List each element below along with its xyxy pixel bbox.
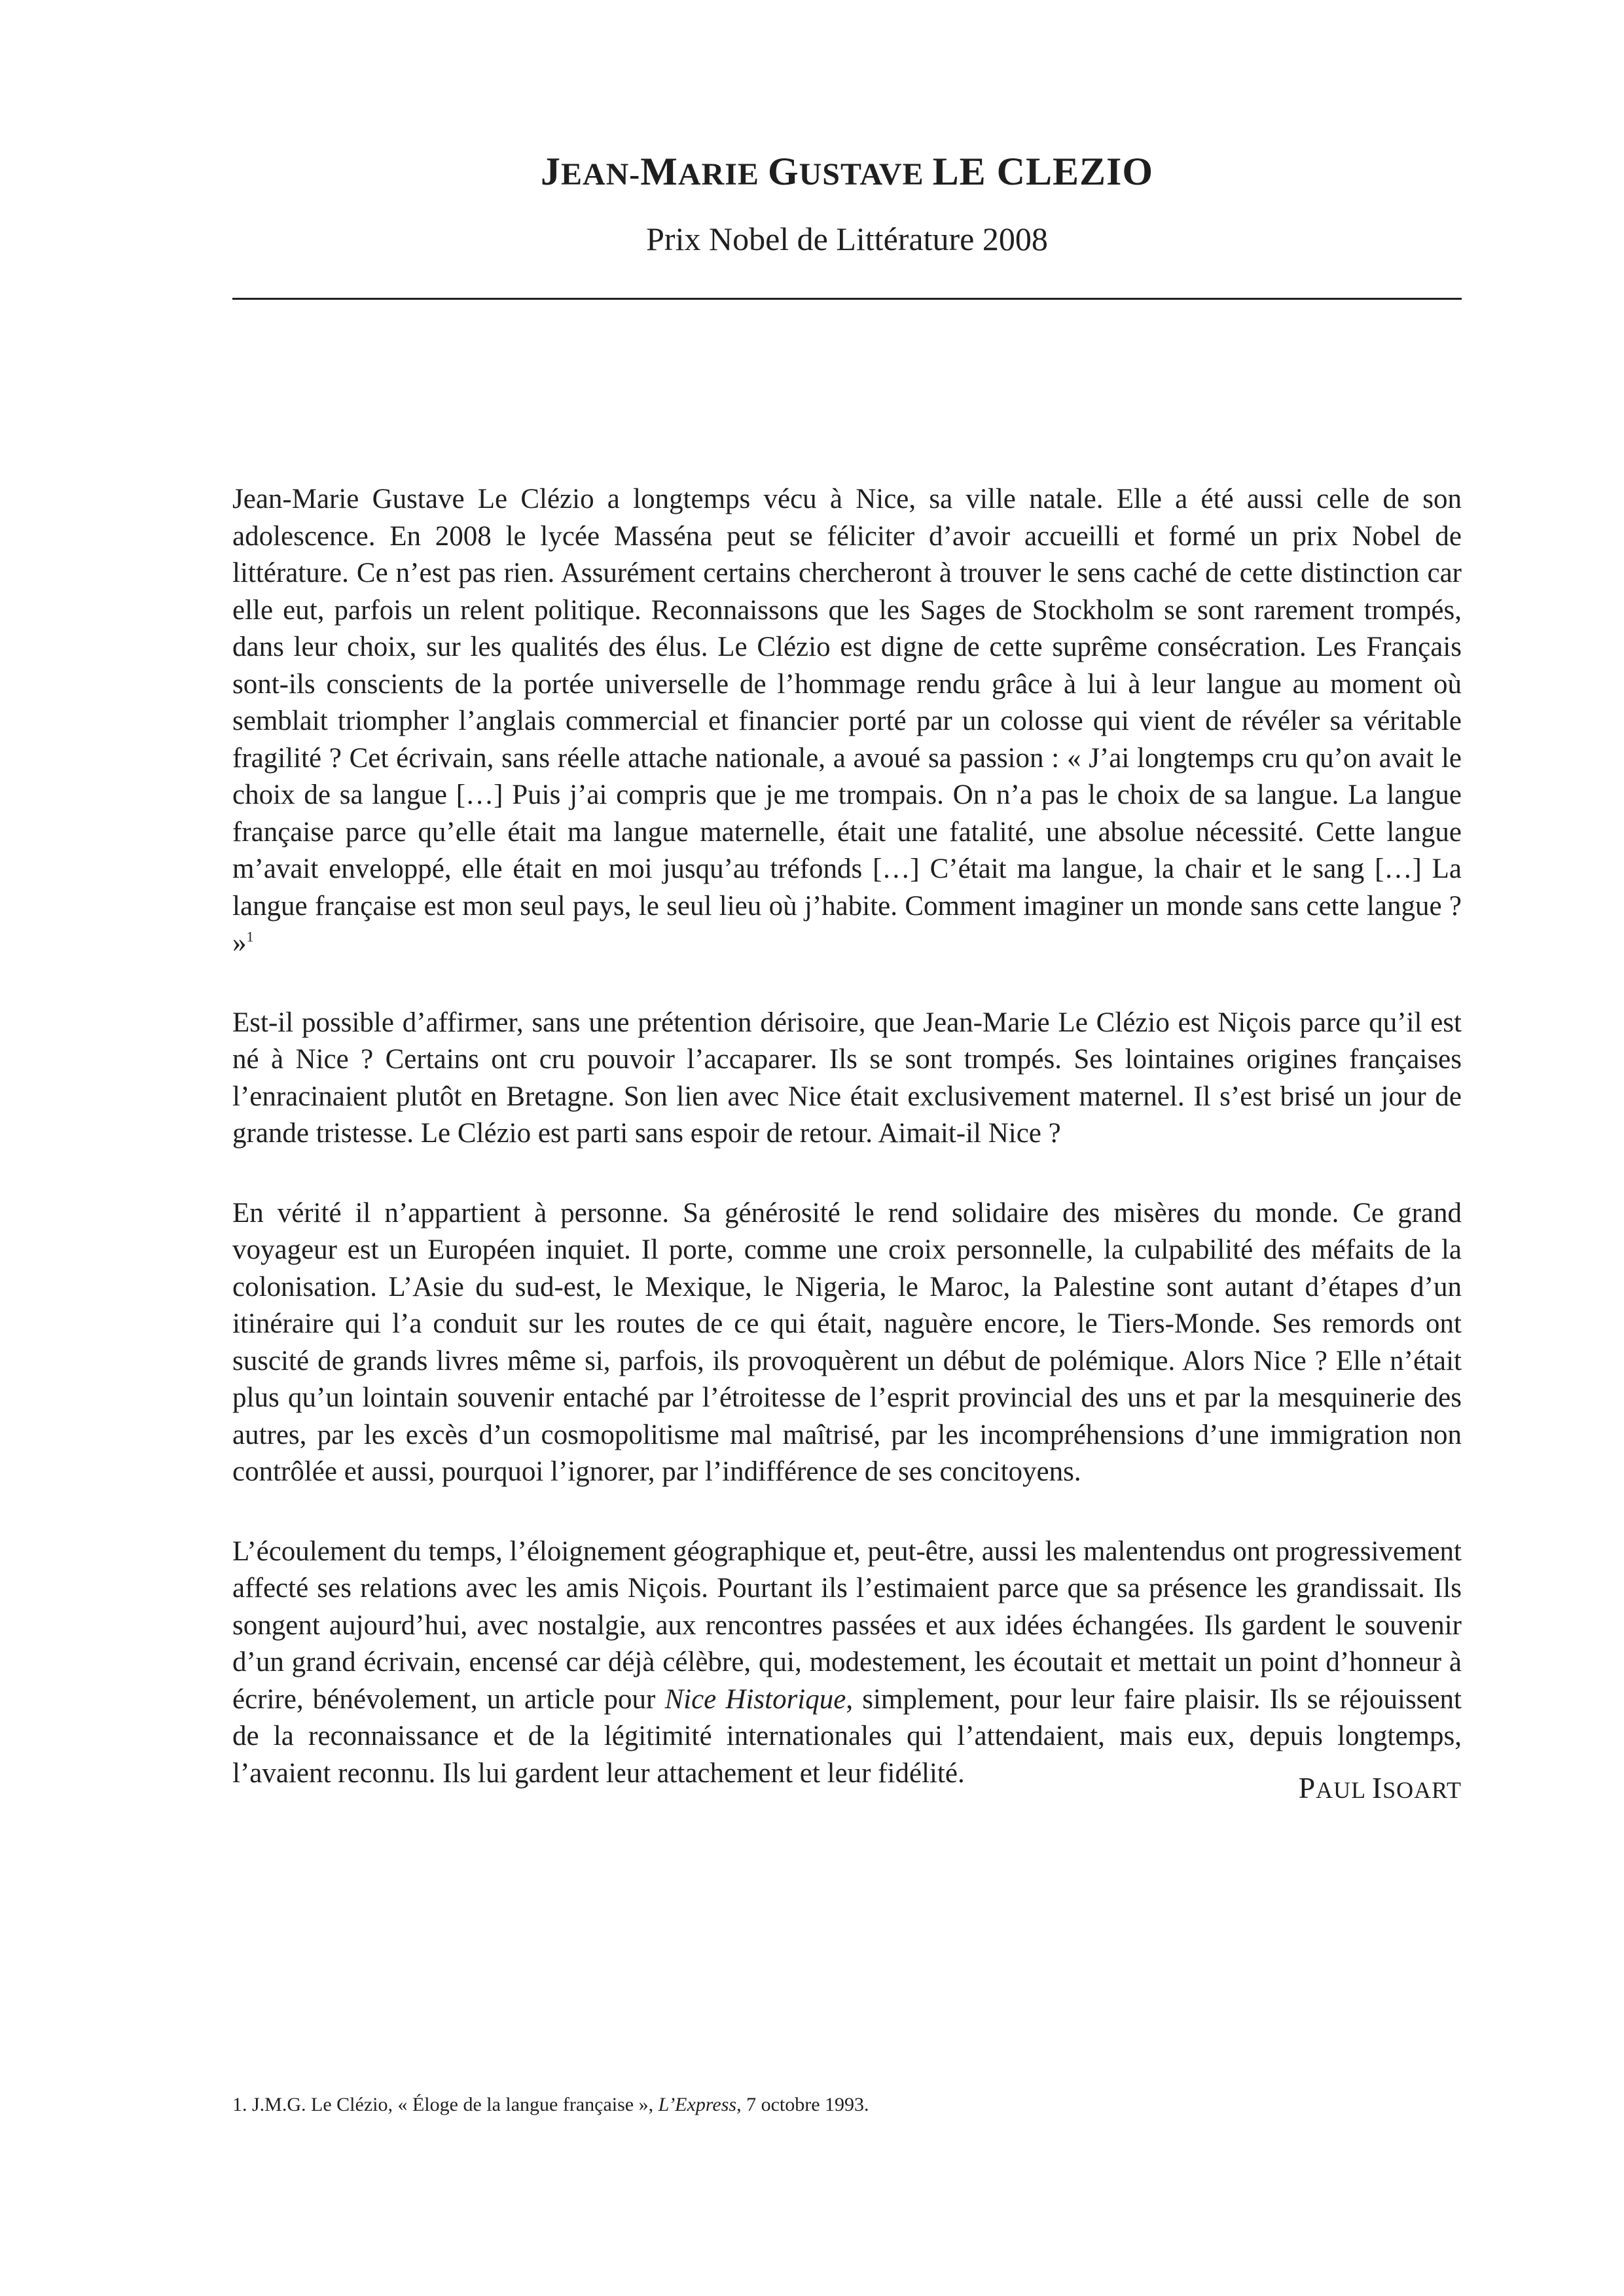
footnote-source-title: L’Express	[658, 2094, 737, 2115]
signature-initial-2: I	[1371, 1771, 1383, 1804]
title-smallcaps-1: EAN-	[560, 157, 641, 192]
paragraph-4-text-b: , simplement, pour leur faire plaisir. Ils se réjouissent de la reconnaissance et de la légitimité internationales qui l’attendaient, mais eux, depuis longtemps, l’avaient reconnu. Ils lui gardent leur attachement et leur fidélité.	[232, 1683, 1462, 1789]
signature-smallcaps-1: AUL	[1316, 1777, 1372, 1803]
paragraph-4-journal-title: Nice Historique	[664, 1683, 846, 1715]
paragraph-4-text-a: L’écoulement du temps, l’éloignement géographique et, peut-être, aussi les malentendus ont progressivement affecté ses relations avec les amis Niçois. Pourtant ils l’estimaient parce que sa présence les grandissait. Ils songent aujourd’hui, avec nostalgie, aux rencontres passées et aux idées échangées. Ils gardent le souvenir d’un grand écrivain, encensé car déjà célèbre, qui, modestement, les écoutait et mettait un point d’honneur à écrire, bénévolement, un article pour	[232, 1535, 1462, 1715]
title-smallcaps-3: USTAVE	[799, 157, 933, 192]
paragraph-3: En vérité il n’appartient à personne. Sa générosité le rend solidaire des misères du monde. Ce grand voyageur est un Européen inquiet. Il porte, comme une croix personnelle, la culpabilité des méfaits de la colonisation. L’Asie du sud-est, le Mexique, le Nigeria, le Maroc, la Palestine sont autant d’étapes d’un itinéraire qui l’a conduit sur les routes de ce qui était, naguère encore, le Tiers-Monde. Ses remords ont suscité de grands livres même si, parfois, ils provoquèrent un début de polémique. Alors Nice ? Elle n’était plus qu’un lointain souvenir entaché par l’étroitesse de l’esprit provincial des uns et par la mesquinerie des autres, par les excès d’un cosmopolitisme mal maîtrisé, par les incompréhensions d’une immigration non contrôlée et aussi, pourquoi l’ignorer, par l’indifférence de ses concitoyens.	[232, 1197, 1462, 1487]
title-initial-2: M	[640, 150, 678, 193]
paragraph-1	[232, 481, 1462, 962]
footnote-ref: 1	[246, 928, 254, 945]
title-divider	[232, 298, 1462, 300]
footnote-text-b: , 7 octobre 1993.	[736, 2094, 869, 2115]
footnote	[232, 2092, 869, 2118]
signature-initial-1: P	[1298, 1771, 1316, 1804]
paragraph-1-text: Jean-Marie Gustave Le Clézio a longtemps vécu à Nice, sa ville natale. Elle a été aussi celle de son adolescence. En 2008 le lycée Masséna peut se féliciter d’avoir accueilli et formé un prix Nobel de littérature. Ce n’est pas rien. Assurément certains chercheront à trouver le sens caché de cette distinction car elle eut, parfois un relent politique. Reconnaissons que les Sages de Stockholm se sont rarement trompés, dans leur choix, sur les qualités des élus. Le Clézio est digne de cette suprême consécration. Les Français sont-ils conscients de la portée universelle de l’hommage rendu grâce à lui à leur langue au moment où semblait triompher l’anglais commercial et financier porté par un colosse qui vient de révéler sa véritable fragilité ? Cet écrivain, sans réelle attache nationale, a avoué sa passion : « J’ai longtemps cru qu’on avait le choix de sa langue […] Puis j’ai compris que je me trompais. On n’a pas le choix de sa langue. La langue française parce qu’elle était ma langue maternelle, était une fatalité, une absolue nécessité. Cette langue m’avait enveloppé, elle était en moi jusqu’au tréfonds […] C’était ma langue, la chair et le sang […] La langue française est mon seul pays, le seul lieu où j’habite. Comment imaginer un monde sans cette langue ? »	[232, 484, 1462, 958]
signature-smallcaps-2: SOART	[1382, 1777, 1462, 1803]
article-title	[232, 145, 1462, 201]
paragraph-4	[232, 1534, 1462, 1793]
footnote-text-a: 1. J.M.G. Le Clézio, « Éloge de la langue française »,	[232, 2094, 659, 2115]
article-subtitle: Prix Nobel de Littérature 2008	[646, 221, 1048, 257]
author-signature	[1299, 1768, 1462, 1810]
article-body	[232, 481, 1462, 1835]
title-smallcaps-2: ARIE	[677, 157, 768, 192]
title-surname: LE CLEZIO	[932, 150, 1154, 193]
title-initial-3: G	[767, 150, 799, 193]
title-initial-1: J	[540, 150, 561, 193]
paragraph-2: Est-il possible d’affirmer, sans une prétention dérisoire, que Jean-Marie Le Clézio est Niçois parce qu’il est né à Nice ? Certains ont cru pouvoir l’accaparer. Ils se sont trompés. Ses lointaines origines françaises l’enracinaient plutôt en Bretagne. Son lien avec Nice était exclusivement maternel. Il s’est brisé un jour de grande tristesse. Le Clézio est parti sans espoir de retour. Aimait-il Nice ?	[232, 1007, 1462, 1149]
